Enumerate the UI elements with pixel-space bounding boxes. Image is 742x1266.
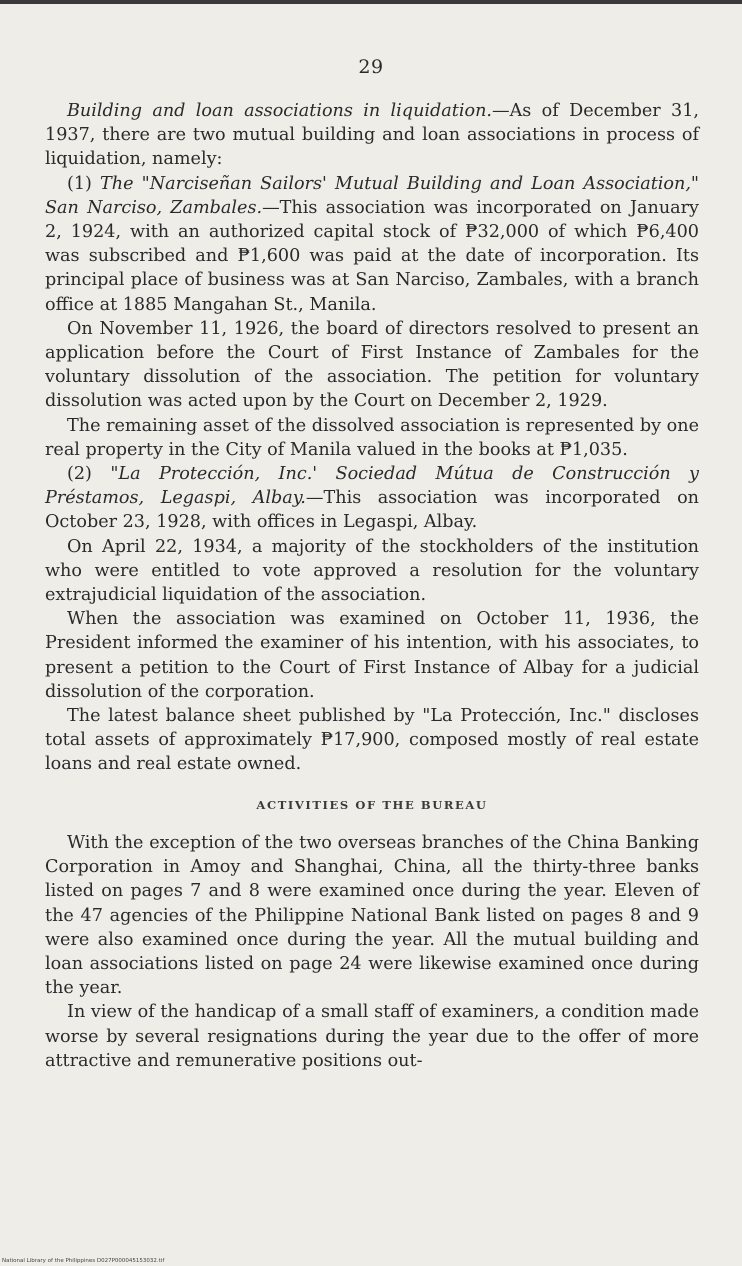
paragraph-lead: Building and loan associations in liquidation. <box>67 101 492 121</box>
paragraph-text: —This association was incorporated on October 23, 1928, with offices in Legaspi, Albay. <box>45 488 699 533</box>
section-heading: ACTIVITIES OF THE BUREAU <box>256 797 488 812</box>
body-text <box>45 99 699 1073</box>
page-number: 29 <box>358 56 384 78</box>
page-top-edge <box>0 0 742 4</box>
paragraph-lead: The "Narciseñan Sailors' Mutual Building and Loan Association," San Narciso, Zambales. <box>45 173 700 218</box>
paragraph-balance-sheet: The latest balance sheet published by "La Protección, Inc." discloses total assets of approximately ₱17,900, composed mostly of real estate loans and real estate owned. <box>45 706 699 775</box>
paragraph-handicap: In view of the handicap of a small staff of examiners, a condition made worse by several resignations during the year due to the offer of more attractive and remunerative positions out- <box>45 1002 699 1071</box>
paragraph-remaining-asset: The remaining asset of the dissolved association is represented by one real property in the City of Manila valued in the books at ₱1,035. <box>45 415 699 460</box>
paragraph-liquidation <box>45 99 699 172</box>
footer-credit: National Library of the Philippines D027P000045153032.tif <box>2 1258 165 1264</box>
item-number: (2) <box>67 464 111 485</box>
paragraph-lead: "La Protección, Inc.' Sociedad Mútua de Construcción y Préstamos, Legaspi, Albay. <box>45 464 699 509</box>
paragraph-stockholders: On April 22, 1934, a majority of the stockholders of the institution who were entitled to vote approved a resolution for the voluntary extrajudicial liquidation of the association. <box>45 536 699 606</box>
paragraph-text: —As of December 31, 1937, there are two mutual building and loan associations in process of liquidation, namely: <box>45 101 699 170</box>
paragraph-board-resolution: On November 11, 1926, the board of directors resolved to present an application before the Court of First Instance of Zambales for the voluntary dissolution of the association. The petition for voluntary dissolution was acted upon by the Court on December 2, 1929. <box>45 318 699 412</box>
item-number: (1) <box>67 173 101 194</box>
paragraph-proteccion <box>45 462 699 535</box>
paragraph-examinations: With the exception of the two overseas branches of the China Banking Corporation in Amoy and Shanghai, China, all the thirty-three banks listed on pages 7 and 8 were examined once during the year. Eleven of the 47 agencies of the Philippine National Bank listed on pages 8 and 9 were also examined once during the year. All the mutual building and loan associations listed on page 24 were likewise examined once during the year. <box>45 832 699 999</box>
paragraph-text: —This association was incorporated on January 2, 1924, with an authorized capital stock of ₱32,000 of which ₱6,400 was subscribed and ₱1,600 was paid at the date of incorporation. Its principal place of business was at San Narciso, Zambales, with a branch office at 1885 Mangahan St., Manila. <box>45 197 699 315</box>
paragraph-examination: When the association was examined on October 11, 1936, the President informed the examiner of his intention, with his associates, to present a petition to the Court of First Instance of Albay for a judicial dissolution of the corporation. <box>45 609 699 702</box>
paragraph-narcisenan <box>45 172 699 317</box>
